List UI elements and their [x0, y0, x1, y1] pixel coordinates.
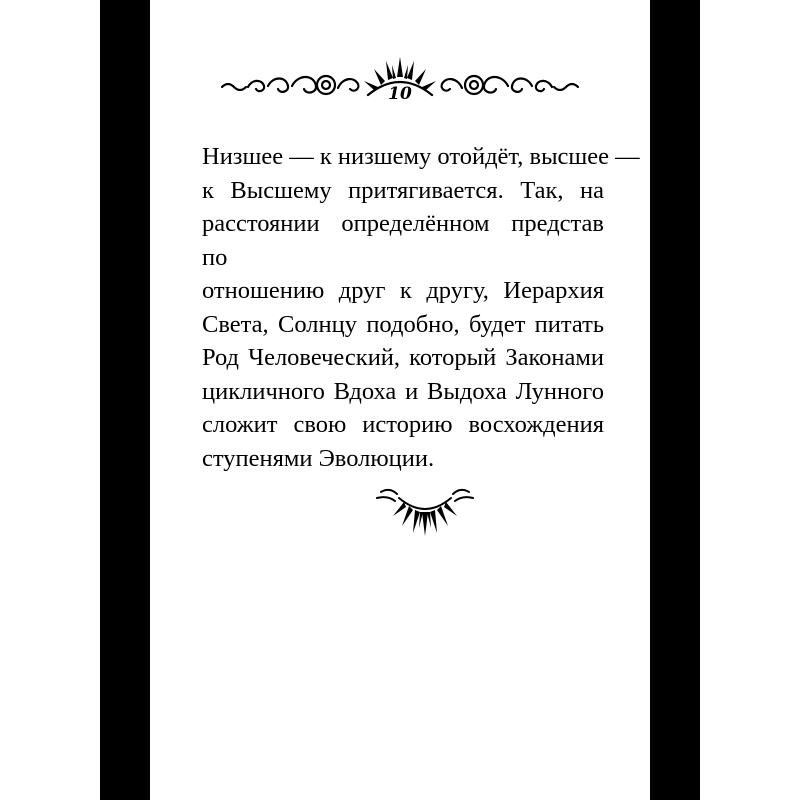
body-paragraph — [202, 140, 640, 475]
text-line: Света, Солнцу подобно, будет питать — [202, 310, 604, 338]
page — [150, 0, 650, 800]
text-line: Низшее — к низшему отойдёт, высшее — — [202, 143, 640, 170]
text-line: цикличного Вдоха и Выдоха Лунного — [202, 377, 604, 405]
text-line: ступенями Эволюции. — [202, 444, 435, 472]
left-black-border — [100, 0, 150, 800]
right-black-border — [650, 0, 700, 800]
text-line: к Высшему притягивается. Так, на — [202, 176, 604, 204]
text-line: Род Человеческий, который Законами — [202, 344, 604, 371]
text-line: сложит свою историю восхождения — [202, 411, 604, 438]
text-line: отношению друг к другу, Иерархия — [202, 277, 604, 304]
page-number: 10 — [388, 84, 412, 104]
sunburst-ornament-icon — [375, 478, 475, 538]
text-line: расстоянии определённом представ по — [202, 210, 604, 271]
